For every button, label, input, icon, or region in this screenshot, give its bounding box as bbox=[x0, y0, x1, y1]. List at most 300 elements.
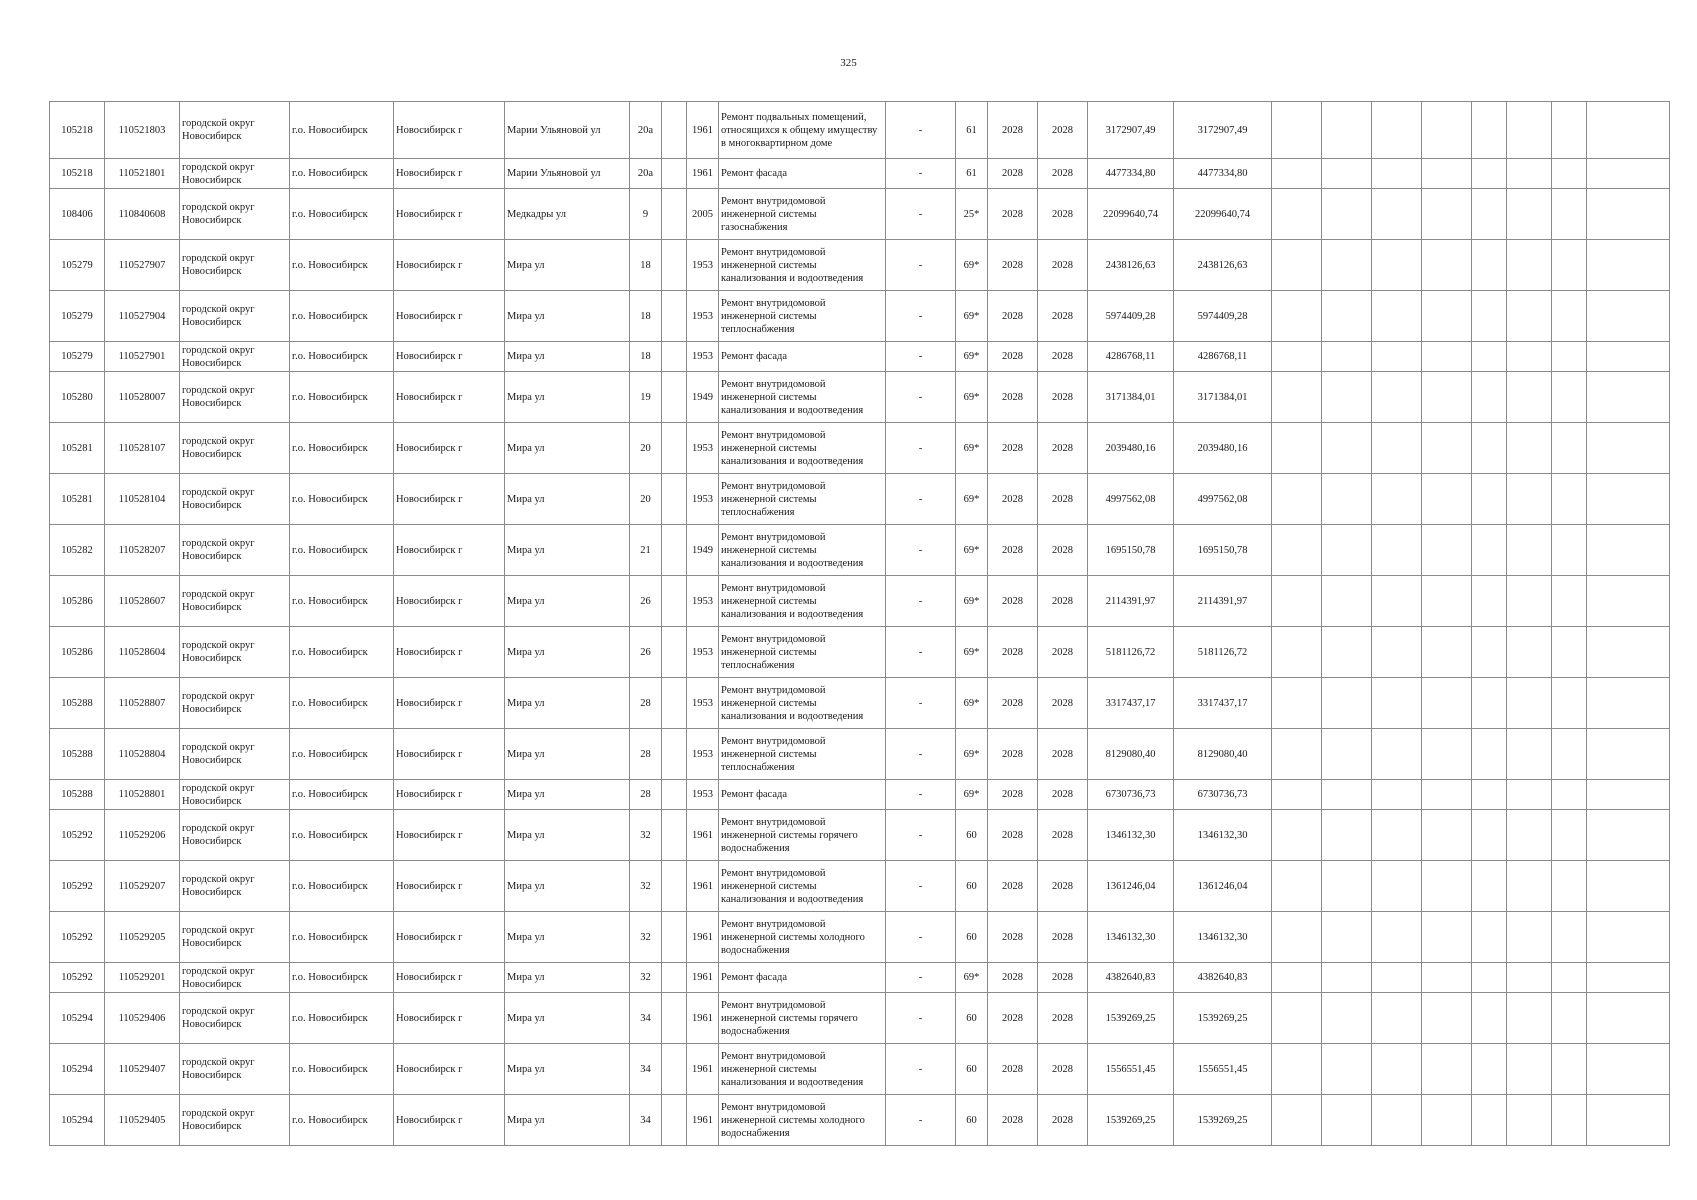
cell-empty bbox=[1272, 729, 1322, 780]
cell-empty bbox=[1272, 525, 1322, 576]
cell-wear-percent: 61 bbox=[956, 159, 988, 189]
cell-wear-percent: 69* bbox=[956, 423, 988, 474]
cell-empty bbox=[1272, 189, 1322, 240]
cell-locality: Новосибирск г bbox=[394, 1095, 505, 1146]
cell-empty bbox=[1552, 729, 1587, 780]
cell-wear-percent: 69* bbox=[956, 342, 988, 372]
cell-cost: 1361246,04 bbox=[1174, 861, 1272, 912]
cell-empty bbox=[1472, 780, 1507, 810]
cell-work-type: Ремонт внутридомовой инженерной системы канализования и водоотведения bbox=[719, 861, 886, 912]
cell-empty bbox=[1587, 291, 1670, 342]
table-row bbox=[50, 780, 1670, 810]
cell-cost-total: 8129080,40 bbox=[1088, 729, 1174, 780]
cell-work-code: 110528807 bbox=[105, 678, 180, 729]
cell-empty bbox=[1507, 780, 1552, 810]
cell-cost-total: 1695150,78 bbox=[1088, 525, 1174, 576]
cell-build-year: 1961 bbox=[687, 963, 719, 993]
cell-object-id: 105282 bbox=[50, 525, 105, 576]
cell-municipality: г.о. Новосибирск bbox=[290, 993, 394, 1044]
cell-empty bbox=[1472, 993, 1507, 1044]
cell-district: городской округ Новосибирск bbox=[180, 627, 290, 678]
cell-empty bbox=[1552, 342, 1587, 372]
cell-empty bbox=[1322, 342, 1372, 372]
cell-empty bbox=[1422, 189, 1472, 240]
cell-work-code: 110529406 bbox=[105, 993, 180, 1044]
cell-empty bbox=[1472, 1095, 1507, 1146]
cell-empty bbox=[1587, 576, 1670, 627]
cell-empty bbox=[1472, 678, 1507, 729]
cell-empty bbox=[1587, 678, 1670, 729]
table-row bbox=[50, 993, 1670, 1044]
cell-empty bbox=[1372, 189, 1422, 240]
cell-district: городской округ Новосибирск bbox=[180, 1095, 290, 1146]
cell-empty bbox=[1372, 993, 1422, 1044]
cell-empty bbox=[1372, 963, 1422, 993]
cell-empty bbox=[1587, 729, 1670, 780]
cell-cost: 1539269,25 bbox=[1174, 993, 1272, 1044]
cell-empty bbox=[1372, 372, 1422, 423]
cell-house: 28 bbox=[630, 678, 662, 729]
cell-build-year: 1953 bbox=[687, 291, 719, 342]
cell-build-year: 1953 bbox=[687, 780, 719, 810]
cell-dash: - bbox=[886, 102, 956, 159]
cell-empty bbox=[1507, 423, 1552, 474]
cell-dash: - bbox=[886, 291, 956, 342]
cell-cost: 3171384,01 bbox=[1174, 372, 1272, 423]
cell-empty bbox=[1372, 474, 1422, 525]
cell-cost-total: 3171384,01 bbox=[1088, 372, 1174, 423]
cell-empty bbox=[1507, 240, 1552, 291]
cell-plan-year: 2028 bbox=[988, 993, 1038, 1044]
cell-work-code: 110529207 bbox=[105, 861, 180, 912]
cell-work-code: 110840608 bbox=[105, 189, 180, 240]
cell-year: 2028 bbox=[1038, 372, 1088, 423]
cell-build-year: 1961 bbox=[687, 102, 719, 159]
cell-empty bbox=[1507, 963, 1552, 993]
cell-empty bbox=[1472, 1044, 1507, 1095]
cell-district: городской округ Новосибирск bbox=[180, 189, 290, 240]
cell-dash: - bbox=[886, 1044, 956, 1095]
cell-district: городской округ Новосибирск bbox=[180, 342, 290, 372]
cell-object-id: 108406 bbox=[50, 189, 105, 240]
cell-locality: Новосибирск г bbox=[394, 159, 505, 189]
cell-work-code: 110528804 bbox=[105, 729, 180, 780]
cell-locality: Новосибирск г bbox=[394, 912, 505, 963]
cell-empty bbox=[1322, 102, 1372, 159]
cell-object-id: 105286 bbox=[50, 627, 105, 678]
cell-street: Мира ул bbox=[505, 861, 630, 912]
cell-empty bbox=[1587, 474, 1670, 525]
cell-empty bbox=[1422, 342, 1472, 372]
cell-empty bbox=[1507, 1095, 1552, 1146]
cell-cost: 1695150,78 bbox=[1174, 525, 1272, 576]
cell-empty bbox=[1272, 291, 1322, 342]
cell-house: 34 bbox=[630, 1044, 662, 1095]
cell-work-code: 110528104 bbox=[105, 474, 180, 525]
cell-house: 18 bbox=[630, 240, 662, 291]
cell-empty bbox=[1507, 993, 1552, 1044]
cell-empty bbox=[1587, 861, 1670, 912]
cell-municipality: г.о. Новосибирск bbox=[290, 342, 394, 372]
cell-house: 21 bbox=[630, 525, 662, 576]
cell-street: Мира ул bbox=[505, 291, 630, 342]
table-row bbox=[50, 729, 1670, 780]
cell-empty bbox=[662, 423, 687, 474]
cell-work-type: Ремонт внутридомовой инженерной системы холодного водоснабжения bbox=[719, 912, 886, 963]
cell-empty bbox=[1507, 861, 1552, 912]
cell-empty bbox=[1472, 189, 1507, 240]
cell-dash: - bbox=[886, 861, 956, 912]
cell-empty bbox=[1272, 102, 1322, 159]
cell-empty bbox=[1587, 780, 1670, 810]
cell-municipality: г.о. Новосибирск bbox=[290, 474, 394, 525]
cell-empty bbox=[662, 963, 687, 993]
cell-plan-year: 2028 bbox=[988, 291, 1038, 342]
cell-empty bbox=[1552, 291, 1587, 342]
cell-empty bbox=[662, 189, 687, 240]
cell-empty bbox=[1272, 780, 1322, 810]
cell-build-year: 1961 bbox=[687, 993, 719, 1044]
cell-empty bbox=[1507, 576, 1552, 627]
table-row bbox=[50, 1095, 1670, 1146]
cell-municipality: г.о. Новосибирск bbox=[290, 189, 394, 240]
cell-locality: Новосибирск г bbox=[394, 1044, 505, 1095]
cell-house: 20 bbox=[630, 423, 662, 474]
cell-wear-percent: 60 bbox=[956, 1044, 988, 1095]
cell-object-id: 105292 bbox=[50, 963, 105, 993]
cell-empty bbox=[1322, 810, 1372, 861]
cell-cost: 2438126,63 bbox=[1174, 240, 1272, 291]
cell-dash: - bbox=[886, 780, 956, 810]
cell-locality: Новосибирск г bbox=[394, 423, 505, 474]
table-row bbox=[50, 525, 1670, 576]
cell-district: городской округ Новосибирск bbox=[180, 861, 290, 912]
cell-district: городской округ Новосибирск bbox=[180, 678, 290, 729]
cell-dash: - bbox=[886, 159, 956, 189]
cell-locality: Новосибирск г bbox=[394, 729, 505, 780]
cell-cost: 5181126,72 bbox=[1174, 627, 1272, 678]
cell-empty bbox=[662, 912, 687, 963]
cell-cost-total: 4286768,11 bbox=[1088, 342, 1174, 372]
cell-locality: Новосибирск г bbox=[394, 627, 505, 678]
cell-empty bbox=[1507, 810, 1552, 861]
cell-plan-year: 2028 bbox=[988, 474, 1038, 525]
cell-plan-year: 2028 bbox=[988, 342, 1038, 372]
cell-empty bbox=[662, 678, 687, 729]
cell-empty bbox=[1507, 291, 1552, 342]
table-row bbox=[50, 627, 1670, 678]
cell-empty bbox=[662, 159, 687, 189]
cell-empty bbox=[1422, 372, 1472, 423]
cell-empty bbox=[1552, 102, 1587, 159]
cell-empty bbox=[1472, 342, 1507, 372]
table-row bbox=[50, 423, 1670, 474]
cell-year: 2028 bbox=[1038, 576, 1088, 627]
cell-district: городской округ Новосибирск bbox=[180, 291, 290, 342]
cell-plan-year: 2028 bbox=[988, 525, 1038, 576]
cell-empty bbox=[1422, 627, 1472, 678]
cell-empty bbox=[1322, 291, 1372, 342]
cell-wear-percent: 69* bbox=[956, 291, 988, 342]
cell-plan-year: 2028 bbox=[988, 963, 1038, 993]
cell-dash: - bbox=[886, 576, 956, 627]
cell-empty bbox=[1422, 423, 1472, 474]
cell-dash: - bbox=[886, 1095, 956, 1146]
cell-cost: 5974409,28 bbox=[1174, 291, 1272, 342]
cell-empty bbox=[1422, 1095, 1472, 1146]
cell-locality: Новосибирск г bbox=[394, 474, 505, 525]
cell-cost-total: 4382640,83 bbox=[1088, 963, 1174, 993]
cell-house: 32 bbox=[630, 963, 662, 993]
cell-object-id: 105288 bbox=[50, 780, 105, 810]
cell-object-id: 105288 bbox=[50, 729, 105, 780]
cell-district: городской округ Новосибирск bbox=[180, 963, 290, 993]
cell-cost: 22099640,74 bbox=[1174, 189, 1272, 240]
cell-cost-total: 1539269,25 bbox=[1088, 993, 1174, 1044]
cell-empty bbox=[1552, 993, 1587, 1044]
cell-empty bbox=[1472, 912, 1507, 963]
cell-empty bbox=[1372, 810, 1422, 861]
table-row bbox=[50, 372, 1670, 423]
cell-empty bbox=[1422, 1044, 1472, 1095]
cell-empty bbox=[1372, 912, 1422, 963]
cell-locality: Новосибирск г bbox=[394, 780, 505, 810]
cell-empty bbox=[1322, 963, 1372, 993]
cell-object-id: 105292 bbox=[50, 912, 105, 963]
cell-street: Мира ул bbox=[505, 576, 630, 627]
cell-build-year: 1949 bbox=[687, 525, 719, 576]
cell-cost: 1346132,30 bbox=[1174, 912, 1272, 963]
cell-empty bbox=[1587, 963, 1670, 993]
cell-plan-year: 2028 bbox=[988, 1095, 1038, 1146]
cell-empty bbox=[1507, 189, 1552, 240]
cell-build-year: 1961 bbox=[687, 912, 719, 963]
cell-work-code: 110528107 bbox=[105, 423, 180, 474]
cell-empty bbox=[1587, 423, 1670, 474]
cell-dash: - bbox=[886, 525, 956, 576]
cell-work-type: Ремонт внутридомовой инженерной системы теплоснабжения bbox=[719, 474, 886, 525]
cell-empty bbox=[1272, 993, 1322, 1044]
cell-empty bbox=[1272, 963, 1322, 993]
cell-empty bbox=[1507, 372, 1552, 423]
cell-work-type: Ремонт внутридомовой инженерной системы теплоснабжения bbox=[719, 291, 886, 342]
cell-house: 19 bbox=[630, 372, 662, 423]
cell-dash: - bbox=[886, 810, 956, 861]
cell-empty bbox=[1552, 963, 1587, 993]
cell-locality: Новосибирск г bbox=[394, 525, 505, 576]
cell-empty bbox=[662, 861, 687, 912]
cell-empty bbox=[1587, 993, 1670, 1044]
cell-street: Мира ул bbox=[505, 372, 630, 423]
capital-repair-table bbox=[49, 101, 1670, 1146]
cell-house: 20 bbox=[630, 474, 662, 525]
cell-district: городской округ Новосибирск bbox=[180, 159, 290, 189]
cell-plan-year: 2028 bbox=[988, 576, 1038, 627]
cell-empty bbox=[1587, 189, 1670, 240]
cell-work-type: Ремонт внутридомовой инженерной системы канализования и водоотведения bbox=[719, 423, 886, 474]
cell-empty bbox=[1372, 861, 1422, 912]
cell-empty bbox=[1272, 1095, 1322, 1146]
cell-empty bbox=[1322, 1095, 1372, 1146]
cell-empty bbox=[1507, 102, 1552, 159]
cell-empty bbox=[1272, 912, 1322, 963]
cell-empty bbox=[1552, 576, 1587, 627]
cell-year: 2028 bbox=[1038, 102, 1088, 159]
cell-empty bbox=[1552, 627, 1587, 678]
cell-locality: Новосибирск г bbox=[394, 576, 505, 627]
cell-object-id: 105286 bbox=[50, 576, 105, 627]
cell-empty bbox=[1587, 1044, 1670, 1095]
cell-empty bbox=[662, 810, 687, 861]
cell-year: 2028 bbox=[1038, 423, 1088, 474]
cell-municipality: г.о. Новосибирск bbox=[290, 159, 394, 189]
cell-work-type: Ремонт внутридомовой инженерной системы холодного водоснабжения bbox=[719, 1095, 886, 1146]
cell-empty bbox=[1272, 372, 1322, 423]
cell-dash: - bbox=[886, 342, 956, 372]
cell-empty bbox=[1322, 525, 1372, 576]
cell-municipality: г.о. Новосибирск bbox=[290, 678, 394, 729]
cell-object-id: 105294 bbox=[50, 1095, 105, 1146]
table-row bbox=[50, 189, 1670, 240]
cell-street: Мира ул bbox=[505, 912, 630, 963]
cell-empty bbox=[1372, 627, 1422, 678]
cell-empty bbox=[1472, 861, 1507, 912]
cell-municipality: г.о. Новосибирск bbox=[290, 627, 394, 678]
cell-district: городской округ Новосибирск bbox=[180, 474, 290, 525]
cell-house: 18 bbox=[630, 291, 662, 342]
cell-municipality: г.о. Новосибирск bbox=[290, 576, 394, 627]
cell-locality: Новосибирск г bbox=[394, 993, 505, 1044]
cell-street: Мира ул bbox=[505, 342, 630, 372]
cell-empty bbox=[1552, 423, 1587, 474]
cell-empty bbox=[1422, 525, 1472, 576]
cell-empty bbox=[662, 576, 687, 627]
cell-dash: - bbox=[886, 474, 956, 525]
cell-empty bbox=[662, 627, 687, 678]
cell-year: 2028 bbox=[1038, 189, 1088, 240]
cell-street: Медкадры ул bbox=[505, 189, 630, 240]
cell-plan-year: 2028 bbox=[988, 810, 1038, 861]
cell-wear-percent: 69* bbox=[956, 729, 988, 780]
cell-empty bbox=[1422, 291, 1472, 342]
cell-cost-total: 4477334,80 bbox=[1088, 159, 1174, 189]
cell-empty bbox=[1552, 912, 1587, 963]
cell-empty bbox=[1507, 678, 1552, 729]
cell-empty bbox=[1372, 423, 1422, 474]
cell-empty bbox=[1372, 102, 1422, 159]
cell-empty bbox=[662, 1095, 687, 1146]
cell-empty bbox=[1272, 423, 1322, 474]
cell-empty bbox=[1587, 525, 1670, 576]
cell-empty bbox=[662, 102, 687, 159]
cell-empty bbox=[1322, 240, 1372, 291]
cell-locality: Новосибирск г bbox=[394, 102, 505, 159]
cell-empty bbox=[1422, 576, 1472, 627]
cell-dash: - bbox=[886, 627, 956, 678]
cell-empty bbox=[1507, 474, 1552, 525]
cell-wear-percent: 69* bbox=[956, 780, 988, 810]
cell-locality: Новосибирск г bbox=[394, 372, 505, 423]
cell-empty bbox=[662, 729, 687, 780]
cell-empty bbox=[1472, 291, 1507, 342]
cell-municipality: г.о. Новосибирск bbox=[290, 963, 394, 993]
cell-wear-percent: 69* bbox=[956, 963, 988, 993]
cell-empty bbox=[1472, 102, 1507, 159]
cell-empty bbox=[1322, 678, 1372, 729]
cell-year: 2028 bbox=[1038, 729, 1088, 780]
cell-empty bbox=[1272, 474, 1322, 525]
cell-empty bbox=[1422, 993, 1472, 1044]
cell-empty bbox=[1422, 240, 1472, 291]
cell-cost-total: 4997562,08 bbox=[1088, 474, 1174, 525]
cell-cost-total: 2438126,63 bbox=[1088, 240, 1174, 291]
cell-street: Мира ул bbox=[505, 525, 630, 576]
cell-plan-year: 2028 bbox=[988, 102, 1038, 159]
cell-wear-percent: 60 bbox=[956, 861, 988, 912]
cell-empty bbox=[662, 372, 687, 423]
table-row bbox=[50, 474, 1670, 525]
cell-empty bbox=[1587, 810, 1670, 861]
cell-object-id: 105294 bbox=[50, 993, 105, 1044]
cell-build-year: 1953 bbox=[687, 240, 719, 291]
cell-cost: 4997562,08 bbox=[1174, 474, 1272, 525]
cell-locality: Новосибирск г bbox=[394, 189, 505, 240]
cell-empty bbox=[1422, 963, 1472, 993]
cell-plan-year: 2028 bbox=[988, 240, 1038, 291]
cell-house: 9 bbox=[630, 189, 662, 240]
cell-district: городской округ Новосибирск bbox=[180, 993, 290, 1044]
cell-empty bbox=[1422, 159, 1472, 189]
cell-year: 2028 bbox=[1038, 912, 1088, 963]
cell-street: Марии Ульяновой ул bbox=[505, 159, 630, 189]
cell-object-id: 105279 bbox=[50, 240, 105, 291]
cell-cost: 3317437,17 bbox=[1174, 678, 1272, 729]
cell-work-code: 110529206 bbox=[105, 810, 180, 861]
cell-empty bbox=[1372, 729, 1422, 780]
cell-locality: Новосибирск г bbox=[394, 240, 505, 291]
cell-object-id: 105292 bbox=[50, 861, 105, 912]
cell-street: Мира ул bbox=[505, 474, 630, 525]
cell-cost: 4286768,11 bbox=[1174, 342, 1272, 372]
cell-locality: Новосибирск г bbox=[394, 342, 505, 372]
cell-empty bbox=[1507, 729, 1552, 780]
cell-empty bbox=[1322, 780, 1372, 810]
cell-empty bbox=[1472, 525, 1507, 576]
cell-district: городской округ Новосибирск bbox=[180, 729, 290, 780]
cell-empty bbox=[1587, 372, 1670, 423]
cell-empty bbox=[1322, 474, 1372, 525]
cell-wear-percent: 25* bbox=[956, 189, 988, 240]
cell-empty bbox=[1507, 627, 1552, 678]
cell-empty bbox=[1272, 159, 1322, 189]
cell-empty bbox=[1507, 525, 1552, 576]
cell-year: 2028 bbox=[1038, 678, 1088, 729]
cell-municipality: г.о. Новосибирск bbox=[290, 525, 394, 576]
cell-empty bbox=[1587, 102, 1670, 159]
cell-empty bbox=[1322, 627, 1372, 678]
cell-cost: 1539269,25 bbox=[1174, 1095, 1272, 1146]
cell-object-id: 105288 bbox=[50, 678, 105, 729]
cell-cost: 4477334,80 bbox=[1174, 159, 1272, 189]
cell-wear-percent: 60 bbox=[956, 810, 988, 861]
cell-house: 26 bbox=[630, 576, 662, 627]
cell-work-code: 110528801 bbox=[105, 780, 180, 810]
cell-empty bbox=[1322, 993, 1372, 1044]
cell-empty bbox=[662, 780, 687, 810]
cell-empty bbox=[1552, 525, 1587, 576]
cell-street: Мира ул bbox=[505, 963, 630, 993]
cell-work-type: Ремонт подвальных помещений, относящихся к общему имуществу в многоквартирном доме bbox=[719, 102, 886, 159]
